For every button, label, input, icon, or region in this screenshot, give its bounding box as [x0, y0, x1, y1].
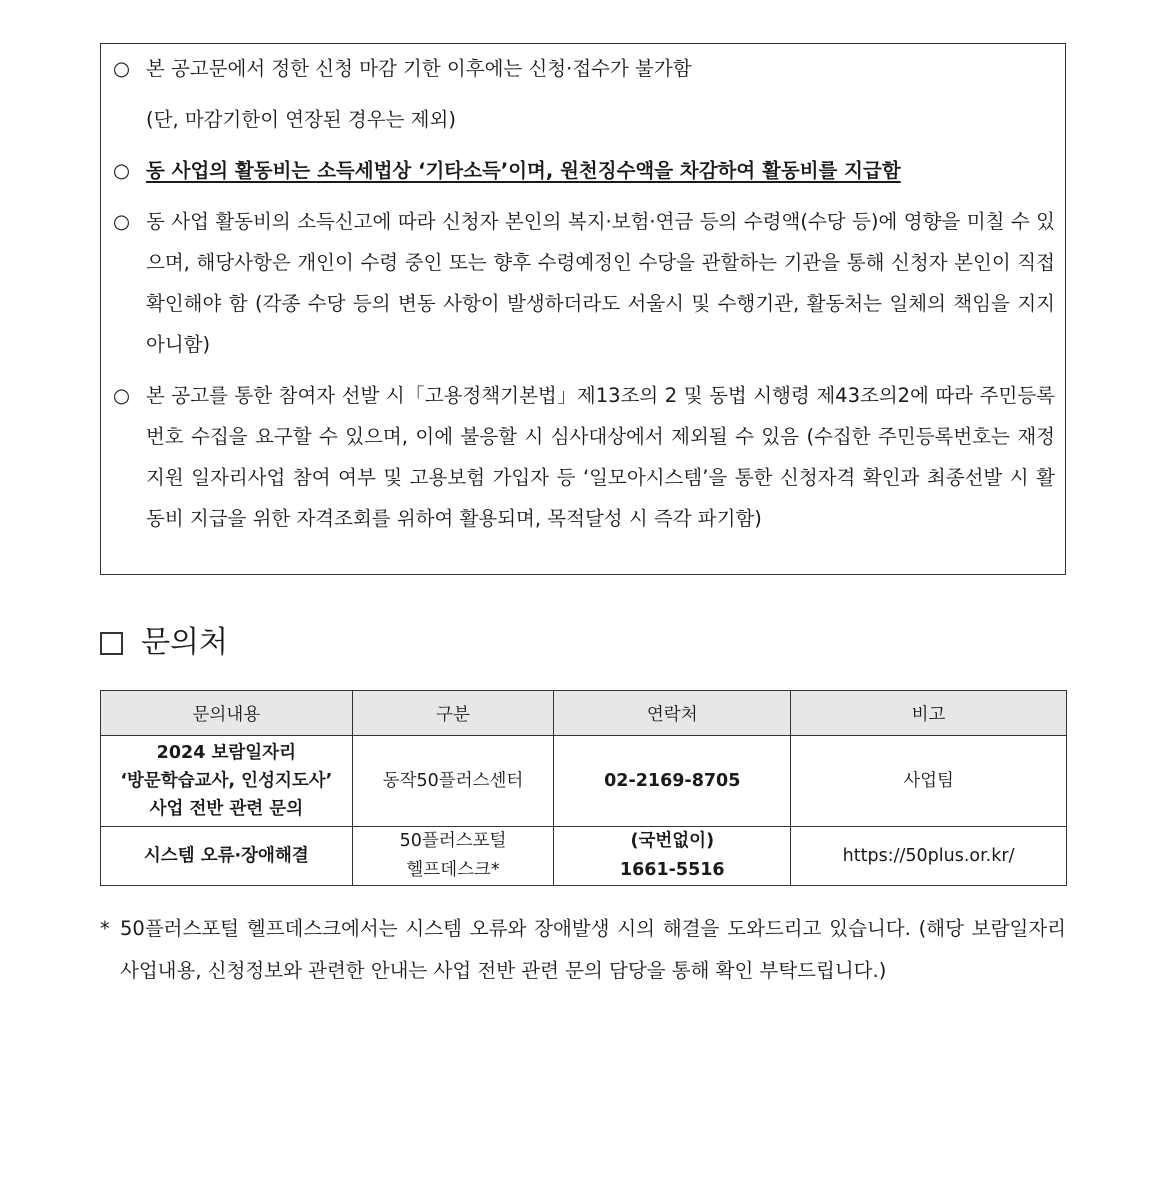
- notice-item-deadline: [113, 48, 1055, 89]
- cell-note: 사업팀: [791, 736, 1067, 827]
- section-title-text: 문의처: [141, 625, 228, 660]
- header-content: 문의내용: [101, 691, 353, 736]
- header-note: 비고: [791, 691, 1067, 736]
- notice-subnote: (단, 마감기한이 연장된 경우는 제외): [146, 108, 456, 131]
- footnote-text: 50플러스포털 헬프데스크에서는 시스템 오류와 장애발생 시의 해결을 도와드리고 있습니다. (해당 보람일자리 사업내용, 신청정보와 관련한 안내는 사업 전반 관련 문의 담당을 통해 확인 부탁드립니다.): [120, 917, 1066, 982]
- notice-text: 동 사업 활동비의 소득신고에 따라 신청자 본인의 복지·보험·연금 등의 수령액(수당 등)에 영향을 미칠 수 있으며, 해당사항은 개인이 수령 중인 또는 향후 수령예정인 수당을 관할하는 기관을 통해 신청자 본인이 직접 확인해야 함 (각종 수당 등의 변동 사항이 발생하더라도 서울시 및 수행기관, 활동처는 일체의 책임을 지지 아니함): [146, 210, 1055, 356]
- circle-bullet-icon: ○: [113, 210, 131, 233]
- cell-line: 50플러스포털: [399, 831, 507, 851]
- circle-bullet-icon: ○: [113, 57, 131, 80]
- notice-box: [100, 43, 1066, 575]
- header-category: 구분: [352, 691, 554, 736]
- section-title: [100, 622, 228, 664]
- checkbox-icon: [100, 632, 123, 655]
- cell-contact: 02-2169-8705: [554, 736, 791, 827]
- cell-line: 1661-5516: [619, 860, 725, 880]
- cell-category: 동작50플러스센터: [352, 736, 554, 827]
- footnote: [100, 908, 1066, 992]
- circle-bullet-icon: ○: [113, 384, 131, 407]
- cell-line: 2024 보람일자리: [156, 743, 296, 763]
- circle-bullet-icon: ○: [113, 159, 131, 182]
- notice-item-tax: [113, 150, 1055, 191]
- notice-text: 본 공고문에서 정한 신청 마감 기한 이후에는 신청·접수가 불가함: [146, 57, 692, 80]
- cell-line: ‘방문학습교사, 인성지도사’: [120, 771, 333, 791]
- table-header-row: [101, 691, 1067, 736]
- cell-category: [352, 827, 554, 886]
- notice-item-income-report: [113, 201, 1055, 365]
- cell-line: 사업 전반 관련 문의: [149, 799, 304, 819]
- cell-line: 헬프데스크*: [406, 860, 500, 880]
- cell-content: [101, 736, 353, 827]
- notice-text: 본 공고를 통한 참여자 선발 시「고용정책기본법」제13조의 2 및 동법 시행령 제43조의2에 따라 주민등록번호 수집을 요구할 수 있으며, 이에 불응할 시 심사대상에서 제외될 수 있음 (수집한 주민등록번호는 재정 지원 일자리사업 참여 여부 및 고용보험 가입자 등 ‘일모아시스템’을 통한 신청자격 확인과 최종선발 시 활동비 지급을 위한 자격조회를 위하여 활용되며, 목적달성 시 즉각 파기함): [146, 384, 1055, 530]
- cell-line: (국번없이): [630, 831, 715, 851]
- cell-note-link[interactable]: https://50plus.or.kr/: [791, 827, 1067, 886]
- cell-contact: [554, 827, 791, 886]
- cell-content: 시스템 오류·장애해결: [101, 827, 353, 886]
- table-row: [101, 827, 1067, 886]
- notice-item-resident-number: [113, 375, 1055, 539]
- asterisk-icon: *: [100, 917, 110, 940]
- notice-text: 동 사업의 활동비는 소득세법상 ‘기타소득’이며, 원천징수액을 차감하여 활동비를 지급함: [146, 159, 901, 182]
- contact-table: [100, 690, 1067, 886]
- header-contact: 연락처: [554, 691, 791, 736]
- table-row: [101, 736, 1067, 827]
